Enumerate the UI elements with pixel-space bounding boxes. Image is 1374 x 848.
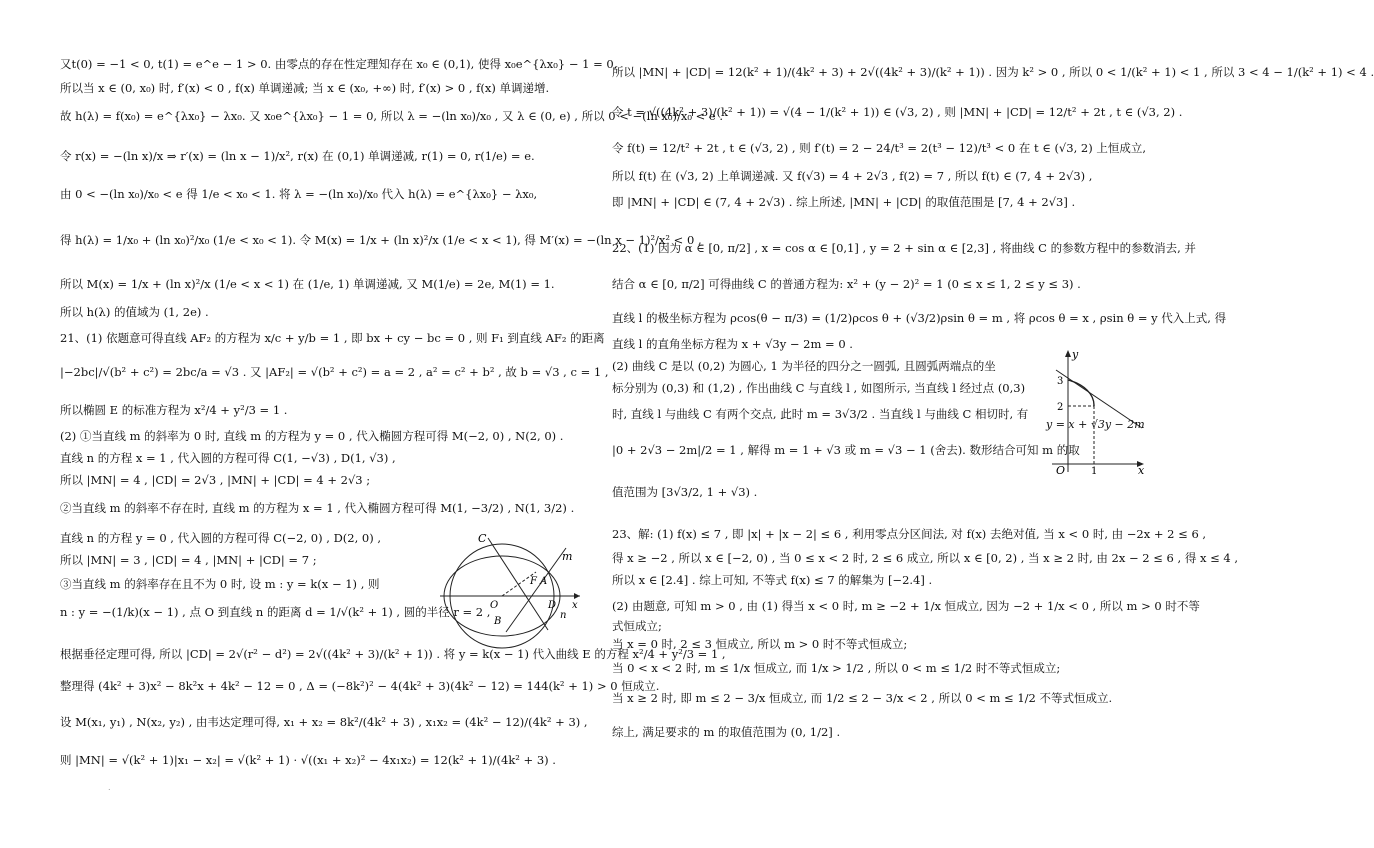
text-line: 23、解: (1) f(x) ≤ 7 , 即 |x| + |x − 2| ≤ 6 , 利用零点分区间法, 对 f(x) 去绝对值, 当 x < 0 时, 由 −2x + 2 ≤ 6 , (612, 527, 1207, 541)
text-line: 令 f(t) = 12/t² + 2t , t ∈ (√3, 2) , 则 f′(t) = 2 − 24/t³ = 2(t³ − 12)/t³ < 0 在 t ∈ (√3, 2) 上恒成立, (612, 141, 1146, 155)
label-O: O (490, 600, 499, 611)
text-line: 当 x = 0 时, 2 ≤ 3 恒成立, 所以 m > 0 时不等式恒成立; (612, 637, 908, 651)
text-line: 设 M(x₁, y₁) , N(x₂, y₂) , 由韦达定理可得, x₁ + x₂ = 8k²/(4k² + 3) , x₁x₂ = (4k² − 12)/(4k² + 3) , (60, 715, 588, 729)
line-equation-label: y = x + √3y − 2m (1046, 418, 1145, 431)
text-line: 式恒成立; (612, 619, 662, 633)
label-n: n (560, 610, 567, 621)
text-line: 结合 α ∈ [0, π/2] 可得曲线 C 的普通方程为: x² + (y − 2)² = 1 (0 ≤ x ≤ 1, 2 ≤ y ≤ 3) . (612, 277, 1081, 291)
text-line: ②当直线 m 的斜率不存在时, 直线 m 的方程为 x = 1 , 代入椭圆方程可得 M(1, −3/2) , N(1, 3/2) . (60, 501, 575, 515)
y-tick-2: 2 (1057, 402, 1064, 413)
text-line: 直线 n 的方程 y = 0 , 代入圆的方程可得 C(−2, 0) , D(2, 0) , (60, 531, 382, 545)
text-line: 所以 M(x) = 1/x + (ln x)²/x (1/e < x < 1) 在 (1/e, 1) 单调递减, 又 M(1/e) = 2e, M(1) = 1. (60, 277, 555, 291)
text-line: 所以 |MN| + |CD| = 12(k² + 1)/(4k² + 3) + 2√((4k² + 3)/(k² + 1)) . 因为 k² > 0 , 所以 0 < 1/(k² + 1) < 1 , 所以 3 < 4 − 1/(k² + 1) < 4 . (612, 65, 1374, 79)
label-m: m (562, 550, 573, 563)
text-line: 得 h(λ) = 1/x₀ + (ln x₀)²/x₀ (1/e < x₀ < 1). 令 M(x) = 1/x + (ln x)²/x (1/e < x < 1), 得 M′(x) = −(ln x − 1)²/x² < 0 , (60, 233, 702, 247)
text-line: (2) 由题意, 可知 m > 0 , 由 (1) 得当 x < 0 时, m ≥ −2 + 1/x 恒成立, 因为 −2 + 1/x < 0 , 所以 m > 0 时不等 (612, 599, 1200, 613)
y-tick-3: 3 (1057, 376, 1064, 387)
text-line: 所以 |MN| = 4 , |CD| = 2√3 , |MN| + |CD| = 4 + 2√3 ; (60, 473, 371, 487)
text-line: 综上, 满足要求的 m 的取值范围为 (0, 1/2] . (612, 725, 841, 739)
text-line: 标分别为 (0,3) 和 (1,2) , 作出曲线 C 与直线 l , 如图所示, 当直线 l 经过点 (0,3) (612, 381, 1026, 395)
ellipse-circle-figure (440, 526, 590, 652)
text-line: 则 |MN| = √(k² + 1)|x₁ − x₂| = √(k² + 1) · √((x₁ + x₂)² − 4x₁x₂) = 12(k² + 1)/(4k² + 3) . (60, 753, 556, 767)
text-line: 所以当 x ∈ (0, x₀) 时, f′(x) < 0 , f(x) 单调递减; 当 x ∈ (x₀, +∞) 时, f′(x) > 0 , f(x) 单调递增. (60, 81, 550, 95)
footer-mark: . (108, 783, 111, 792)
text-line: 21、(1) 依题意可得直线 AF₂ 的方程为 x/c + y/b = 1 , 即 bx + cy − bc = 0 , 则 F₁ 到直线 AF₂ 的距离 (60, 331, 605, 345)
text-line: 所以椭圆 E 的标准方程为 x²/4 + y²/3 = 1 . (60, 403, 288, 417)
label-C: C (478, 532, 487, 545)
text-line: (2) 曲线 C 是以 (0,2) 为圆心, 1 为半径的四分之一圆弧, 且圆弧两端点的坐 (612, 359, 996, 373)
text-line: ③当直线 m 的斜率存在且不为 0 时, 设 m : y = k(x − 1) , 则 (60, 577, 380, 591)
quarter-arc-diagram (1048, 348, 1196, 476)
y-axis-label: y (1072, 348, 1079, 361)
text-line: 直线 l 的极坐标方程为 ρcos(θ − π/3) = (1/2)ρcos θ + (√3/2)ρsin θ = m , 将 ρcos θ = x , ρsin θ = y 代入上式, 得 (612, 311, 1227, 325)
text-line: 又t(0) = −1 < 0, t(1) = e^e − 1 > 0. 由零点的存在性定理知存在 x₀ ∈ (0,1), 使得 x₀e^{λx₀} − 1 = 0, (60, 57, 618, 71)
text-line: 值范围为 [3√3/2, 1 + √3) . (612, 485, 758, 499)
text-line: |−2bc|/√(b² + c²) = 2bc/a = √3 . 又 |AF₂| = √(b² + c²) = a = 2 , a² = c² + b² , 故 b = √3 , c = 1 , (60, 365, 609, 379)
text-line: 22、(1) 因为 α ∈ [0, π/2] , x = cos α ∈ [0,1] , y = 2 + sin α ∈ [2,3] , 将曲线 C 的参数方程中的参数消去, 并 (612, 241, 1196, 255)
label-D: D (548, 600, 557, 611)
text-line: 令 t = √((4k² + 3)/(k² + 1)) = √(4 − 1/(k² + 1)) ∈ (√3, 2) , 则 |MN| + |CD| = 12/t² + 2t , t ∈ (√3, 2) . (612, 105, 1183, 119)
origin-label: O (1056, 464, 1066, 477)
text-line: 当 0 < x < 2 时, m ≤ 1/x 恒成立, 而 1/x > 1/2 , 所以 0 < m ≤ 1/2 时不等式恒成立; (612, 661, 1061, 675)
text-line: 直线 l 的直角坐标方程为 x + √3y − 2m = 0 . (612, 337, 853, 351)
quarter-arc-figure (1048, 348, 1196, 476)
text-line: 得 x ≥ −2 , 所以 x ∈ [−2, 0) , 当 0 ≤ x < 2 时, 2 ≤ 6 成立, 所以 x ∈ [0, 2) , 当 x ≥ 2 时, 由 2x − 2 ≤ 6 , 得 x ≤ 4 , (612, 551, 1239, 565)
text-line: n : y = −(1/k)(x − 1) , 点 O 到直线 n 的距离 d = 1/√(k² + 1) , 圆的半径 r = 2 , (60, 605, 491, 619)
label-A: A (540, 576, 548, 587)
text-line: 由 0 < −(ln x₀)/x₀ < e 得 1/e < x₀ < 1. 将 λ = −(ln x₀)/x₀ 代入 h(λ) = e^{λx₀} − λx₀, (60, 187, 538, 201)
text-line: 所以 |MN| = 3 , |CD| = 4 , |MN| + |CD| = 7 ; (60, 553, 317, 567)
text-line: 所以 f(t) 在 (√3, 2) 上单调递减. 又 f(√3) = 4 + 2√3 , f(2) = 7 , 所以 f(t) ∈ (7, 4 + 2√3) , (612, 169, 1093, 183)
label-F: F (530, 576, 537, 587)
text-line: 所以 h(λ) 的值域为 (1, 2e) . (60, 305, 209, 319)
text-line: (2) ①当直线 m 的斜率为 0 时, 直线 m 的方程为 y = 0 , 代入椭圆方程可得 M(−2, 0) , N(2, 0) . (60, 429, 564, 443)
text-line: 令 r(x) = −(ln x)/x ⇒ r′(x) = (ln x − 1)/x², r(x) 在 (0,1) 单调递减, r(1) = 0, r(1/e) = e. (60, 149, 535, 163)
text-line: 整理得 (4k² + 3)x² − 8k²x + 4k² − 12 = 0 , Δ = (−8k²)² − 4(4k² + 3)(4k² − 12) = 144(k² + 1) > 0 恒成立. (60, 679, 660, 693)
text-line: 直线 n 的方程 x = 1 , 代入圆的方程可得 C(1, −√3) , D(1, √3) , (60, 451, 396, 465)
x-tick-1: 1 (1091, 466, 1098, 477)
text-line: |0 + 2√3 − 2m|/2 = 1 , 解得 m = 1 + √3 或 m = √3 − 1 (舍去). 数形结合可知 m 的取 (612, 443, 1080, 457)
text-line: 故 h(λ) = f(x₀) = e^{λx₀} − λx₀. 又 x₀e^{λx₀} − 1 = 0, 所以 λ = −(ln x₀)/x₀ , 又 λ ∈ (0, e) , 所以 0 < −(ln x₀)/x₀ < e . (60, 109, 724, 123)
x-axis-label: x (1138, 464, 1145, 477)
ellipse-circle-diagram (440, 526, 590, 652)
label-x: x (572, 600, 578, 611)
text-line: 所以 x ∈ [2.4] . 综上可知, 不等式 f(x) ≤ 7 的解集为 [−2.4] . (612, 573, 933, 587)
label-B: B (494, 616, 502, 627)
text-line: 根据垂径定理可得, 所以 |CD| = 2√(r² − d²) = 2√((4k² + 3)/(k² + 1)) . 将 y = k(x − 1) 代入曲线 E 的方程 x²/4 + y²/3 = 1 , (60, 647, 726, 661)
text-line: 时, 直线 l 与曲线 C 有两个交点, 此时 m = 3√3/2 . 当直线 l 与曲线 C 相切时, 有 (612, 407, 1029, 421)
text-line: 当 x ≥ 2 时, 即 m ≤ 2 − 3/x 恒成立, 而 1/2 ≤ 2 − 3/x < 2 , 所以 0 < m ≤ 1/2 不等式恒成立. (612, 691, 1113, 705)
text-line: 即 |MN| + |CD| ∈ (7, 4 + 2√3) . 综上所述, |MN| + |CD| 的取值范围是 [7, 4 + 2√3] . (612, 195, 1076, 209)
